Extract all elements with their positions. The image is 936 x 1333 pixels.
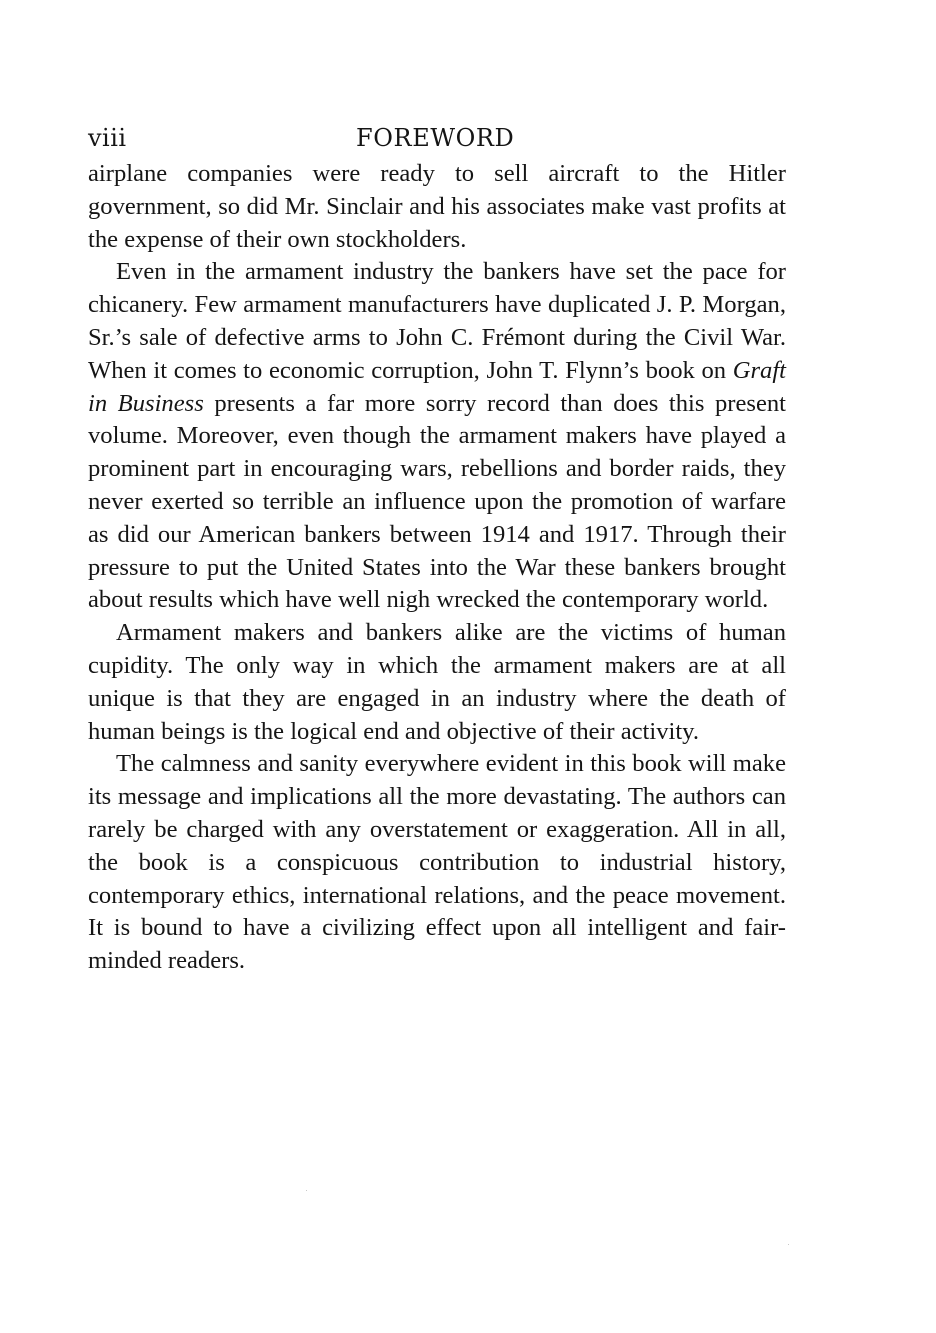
paragraph-4: The calmness and sanity everywhere evident in this book will make its message and implications all the more devastating. The authors can rarely be charged with any overstatement or exaggeration. All in all, the book is a conspicuous contribution to industrial history, contemporary ethics, international relations, and the peace movement. It is bound to have a civilizing effect upon all intelligent and fair-minded readers. (88, 750, 786, 975)
running-head: FOREWORD (356, 124, 515, 152)
paper-speck (306, 1190, 307, 1191)
paragraph-2-before-title: Even in the armament industry the bankers have set the pace for chicanery. Few armament manufacturers have duplicated J. P. Morgan, Sr.’s sale of defective arms to John C. Frémont during the Civil War. When it comes to economic corruption, John T. Flynn’s book on (88, 258, 786, 384)
book-title-graft-in-business: Graft in Business (88, 356, 786, 417)
page-number: viii (88, 124, 127, 152)
paragraph-2 (88, 256, 786, 617)
book-page (88, 122, 786, 978)
paragraph-2-after-title: presents a far more sorry record than does this present volume. Moreover, even though the armament makers have played a prominent part in encouraging wars, rebellions and border raids, they never exerted so terrible an influence upon the promotion of warfare as did our American bankers between 1914 and 1917. Through their pressure to put the United States into the War these bankers brought about results which have well nigh wrecked the contemporary world. (88, 389, 786, 614)
paper-speck (788, 1244, 789, 1245)
paragraph-3: Armament makers and bankers alike are the victims of human cupidity. The only way in which the armament makers are at all unique is that they are engaged in an industry where the death of human beings is the logical end and objective of their activity. (88, 619, 786, 745)
paragraph-1: airplane companies were ready to sell aircraft to the Hitler government, so did Mr. Sinclair and his associates make vast profits at the expense of their own stockholders. (88, 160, 786, 253)
body-text (88, 158, 786, 978)
page-header (88, 122, 786, 158)
